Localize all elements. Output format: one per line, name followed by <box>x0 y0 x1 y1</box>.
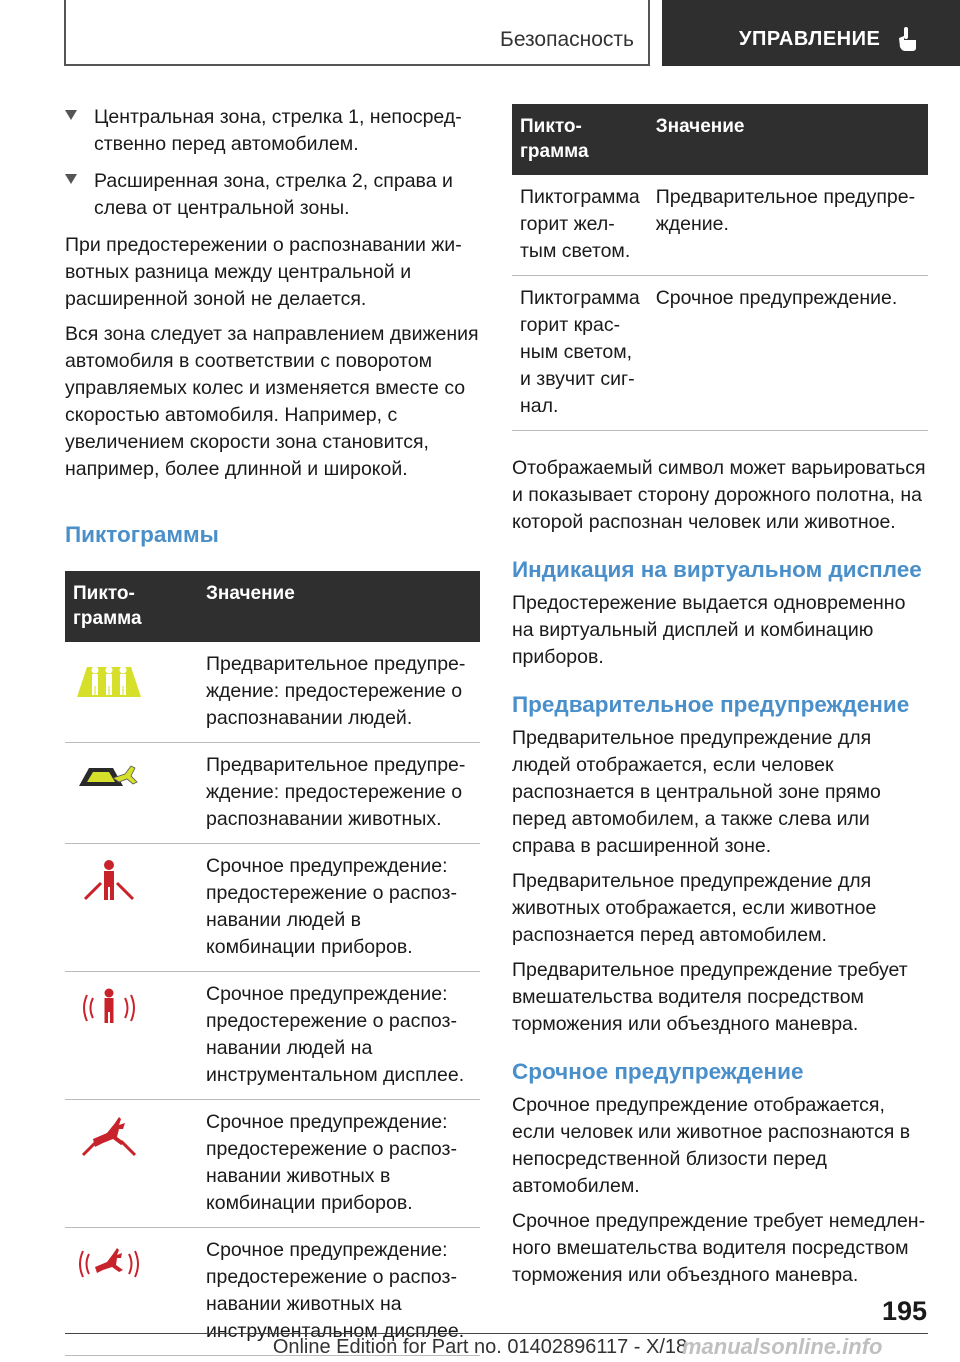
paragraph: Предостережение выдается одновременно на виртуальный дисплей и комбинацию приборов. <box>512 592 906 668</box>
header-section-box <box>64 0 650 66</box>
bullet-triangle-icon <box>65 174 77 184</box>
column-header-pictogram: Пиктограмма <box>512 104 648 175</box>
row-meaning: Срочное предупреждение: предостережение о распознавании людей в комбинации приборов. <box>198 844 480 972</box>
section-heading-urgent-warning: Срочное предупреждение <box>512 1059 804 1084</box>
column-header-pictogram: Пиктограмма <box>65 571 198 642</box>
left-column <box>65 104 480 1356</box>
paragraph: Срочное предупреждение требует немедленного вмешательства водителя посредством торможения или объездного маневра. <box>512 1210 926 1286</box>
paragraph: Срочное предупреждение отображается, если человек или животное распознаются в непосредственной близости перед автомобилем. <box>512 1094 911 1197</box>
row-meaning: Срочное предупреждение: предостережение о распознавании животных на инструментальном дисплее. <box>198 1228 480 1356</box>
section-heading-pre-warning: Предварительное предупреждение <box>512 692 910 717</box>
table-row <box>65 1100 480 1228</box>
section-heading-pictograms: Пиктограммы <box>65 522 219 547</box>
header-chapter-box <box>662 0 960 66</box>
hand-pointer-icon <box>896 26 918 57</box>
pedestrian-urgent-sound-icon <box>65 972 198 1100</box>
bullet-item <box>65 168 480 222</box>
bullet-item <box>65 104 480 158</box>
row-pictogram-state: Пиктограмма горит желтым светом. <box>512 175 648 276</box>
row-meaning: Предварительное предупреждение: предостережение о распознавании животных. <box>198 743 480 844</box>
table-row <box>512 276 928 431</box>
table-header-row <box>65 571 480 642</box>
paragraph: При предостережении о распознавании животных разница между центральной и расширенной зоной не делается. <box>65 234 462 310</box>
row-meaning: Предварительное предупреждение. <box>648 175 928 276</box>
page-number: 195 <box>881 1296 927 1326</box>
column-header-meaning: Значение <box>198 571 480 642</box>
table-row <box>65 972 480 1100</box>
bullet-text: Центральная зона, стрелка 1, непосредственно перед автомобилем. <box>94 106 462 155</box>
pictogram-color-table <box>512 104 928 431</box>
pedestrian-urgent-icon <box>65 844 198 972</box>
row-meaning: Предварительное предупреждение: предостережение о распознавании людей. <box>198 642 480 743</box>
table-row <box>65 642 480 743</box>
pedestrians-warning-icon <box>65 642 198 743</box>
deer-urgent-icon <box>65 1100 198 1228</box>
watermark: manualsonline.info <box>682 1334 883 1359</box>
animal-warning-icon <box>65 743 198 844</box>
row-meaning: Срочное предупреждение: предостережение о распознавании людей на инструментальном дисплее. <box>198 972 480 1100</box>
table-row <box>65 844 480 972</box>
paragraph: Предварительное предупреждение для животных отображается, если животное распознается перед автомобилем. <box>512 870 877 946</box>
bullet-triangle-icon <box>65 110 77 120</box>
header-section-title: Безопасность <box>500 28 634 51</box>
table-row <box>512 175 928 276</box>
table-header-row <box>512 104 928 175</box>
row-meaning: Срочное предупреждение: предостережение о распознавании животных в комбинации приборов. <box>198 1100 480 1228</box>
paragraph: Предварительное предупреждение требует вмешательства водителя посредством торможения или объездного маневра. <box>512 959 908 1035</box>
section-heading-virtual-display: Индикация на виртуальном дисплее <box>512 557 922 582</box>
pictogram-table <box>65 571 480 1356</box>
column-header-meaning: Значение <box>648 104 928 175</box>
paragraph: Отображаемый символ может варьироваться и показывает сторону дорожного полотна, на которой распознан человек или животное. <box>512 457 926 533</box>
paragraph: Предварительное предупреждение для людей отображается, если человек распознается в центральной зоне прямо перед автомобилем, а также слева или справа в расширенной зоне. <box>512 727 881 857</box>
footer-edition: Online Edition for Part no. 01402896117 - X/18 <box>272 1336 688 1358</box>
row-pictogram-state: Пиктограмма горит красным светом, и звучит сигнал. <box>512 276 648 431</box>
bullet-text: Расширенная зона, стрелка 2, справа и слева от центральной зоны. <box>94 170 453 219</box>
header-chapter-title: УПРАВЛЕНИЕ <box>739 28 881 50</box>
right-column <box>512 104 928 1297</box>
table-row <box>65 743 480 844</box>
paragraph: Вся зона следует за направлением движения автомобиля в соответствии с поворотом управляемых колес и изменяется вместе со скоростью автомобиля. Например, с увеличением скорости зона становится, например, более длинной и широкой. <box>65 323 479 480</box>
row-meaning: Срочное предупреждение. <box>648 276 928 431</box>
